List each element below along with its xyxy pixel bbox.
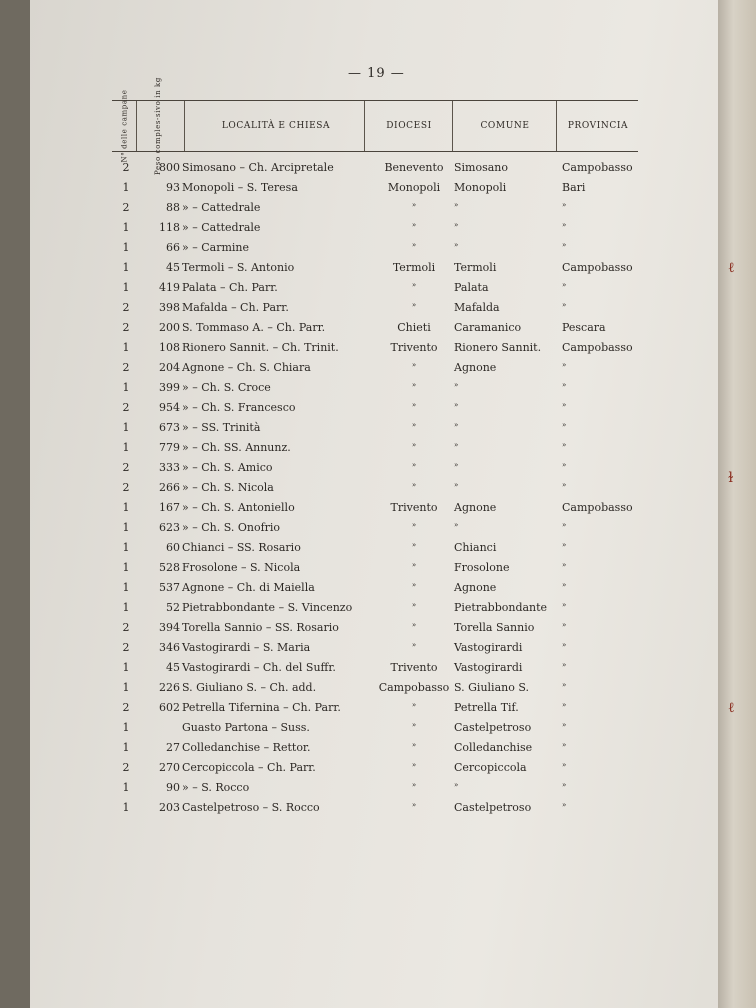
localita-chiesa: Mafalda – Ch. Parr. <box>182 301 289 314</box>
table-row <box>112 421 642 441</box>
provincia-value: » <box>562 441 567 449</box>
page-number: — 19 — <box>348 66 405 81</box>
provincia-value: » <box>562 541 567 549</box>
provincia-value: » <box>562 201 567 209</box>
comune-value: » <box>454 461 459 469</box>
handwriting-mark: ℓ <box>728 700 735 716</box>
localita-chiesa: Colledanchise – Rettor. <box>182 741 311 754</box>
provincia-value: Pescara <box>562 321 606 334</box>
header-provincia: PROVINCIA <box>567 121 629 131</box>
table-row <box>112 441 642 461</box>
provincia-value: » <box>562 461 567 469</box>
comune-value: Palata <box>454 281 489 294</box>
table-row <box>112 241 642 261</box>
header-diocesi: DIOCESI <box>386 121 432 131</box>
peso-value: 45 <box>166 261 180 274</box>
table-row <box>112 541 642 561</box>
localita-chiesa: Termoli – S. Antonio <box>182 261 295 274</box>
table-row <box>112 181 642 201</box>
table-row <box>112 221 642 241</box>
localita-chiesa: » – Cattedrale <box>182 221 261 234</box>
table-row <box>112 521 642 541</box>
localita-chiesa: » – Ch. S. Croce <box>182 381 271 394</box>
localita-chiesa: S. Tommaso A. – Ch. Parr. <box>182 321 326 334</box>
diocesi-value: » <box>411 241 417 249</box>
comune-value: Agnone <box>454 501 497 514</box>
comune-value: Monopoli <box>454 181 507 194</box>
campane-count: 2 <box>122 201 130 214</box>
campane-count: 1 <box>122 341 130 354</box>
diocesi-value: » <box>411 281 417 289</box>
localita-chiesa: Petrella Tifernina – Ch. Parr. <box>182 701 341 714</box>
localita-chiesa: » – Ch. S. Nicola <box>182 481 274 494</box>
diocesi-value: » <box>411 781 417 789</box>
campane-count: 2 <box>122 161 130 174</box>
campane-count: 1 <box>122 501 130 514</box>
campane-count: 2 <box>122 701 130 714</box>
comune-value: » <box>454 401 459 409</box>
header-localita: LOCALITÀ E CHIESA <box>221 121 331 131</box>
table-row <box>112 461 642 481</box>
comune-value: » <box>454 221 459 229</box>
peso-value: 204 <box>159 361 180 374</box>
peso-value: 394 <box>159 621 180 634</box>
table-row <box>112 501 642 521</box>
peso-value: 954 <box>159 401 180 414</box>
table-row <box>112 301 642 321</box>
provincia-value: » <box>562 701 567 709</box>
peso-value: 203 <box>159 801 180 814</box>
comune-value: » <box>454 381 459 389</box>
provincia-value: » <box>562 581 567 589</box>
comune-value: Vastogirardi <box>454 641 523 654</box>
comune-value: Castelpetroso <box>454 721 532 734</box>
campane-count: 2 <box>122 401 130 414</box>
peso-value: 346 <box>159 641 180 654</box>
table-row <box>112 621 642 641</box>
table-row <box>112 381 642 401</box>
peso-value: 93 <box>166 181 180 194</box>
campane-count: 2 <box>122 481 130 494</box>
comune-value: » <box>454 241 459 249</box>
campane-count: 1 <box>122 221 130 234</box>
diocesi-value: Chieti <box>397 321 431 334</box>
campane-count: 1 <box>122 561 130 574</box>
campane-count: 1 <box>122 181 130 194</box>
comune-value: Chianci <box>454 541 497 554</box>
comune-value: Agnone <box>454 361 497 374</box>
peso-value: 226 <box>159 681 180 694</box>
provincia-value: » <box>562 781 567 789</box>
provincia-value: » <box>562 681 567 689</box>
comune-value: S. Giuliano S. <box>454 681 529 694</box>
diocesi-value: » <box>411 721 417 729</box>
diocesi-value: » <box>411 201 417 209</box>
campane-count: 2 <box>122 461 130 474</box>
localita-chiesa: Vastogirardi – Ch. del Suffr. <box>182 661 336 674</box>
table-row <box>112 741 642 761</box>
diocesi-value: » <box>411 701 417 709</box>
localita-chiesa: Castelpetroso – S. Rocco <box>182 801 320 814</box>
provincia-value: » <box>562 361 567 369</box>
comune-value: Rionero Sannit. <box>454 341 542 354</box>
diocesi-value: » <box>411 481 417 489</box>
provincia-value: » <box>562 281 567 289</box>
provincia-value: » <box>562 421 567 429</box>
table-row <box>112 261 642 281</box>
localita-chiesa: Torella Sannio – SS. Rosario <box>182 621 339 634</box>
peso-value: 602 <box>159 701 180 714</box>
localita-chiesa: » – Cattedrale <box>182 201 261 214</box>
provincia-value: » <box>562 641 567 649</box>
campane-count: 1 <box>122 681 130 694</box>
table-row <box>112 361 642 381</box>
comune-value: Caramanico <box>454 321 522 334</box>
campane-count: 1 <box>122 541 130 554</box>
comune-value: » <box>454 421 459 429</box>
provincia-value: Campobasso <box>562 501 633 514</box>
comune-value: » <box>454 521 459 529</box>
peso-value: 800 <box>159 161 180 174</box>
comune-value: » <box>454 201 459 209</box>
diocesi-value: Trivento <box>390 661 438 674</box>
provincia-value: Campobasso <box>562 341 633 354</box>
peso-value: 419 <box>159 281 180 294</box>
peso-value: 90 <box>166 781 180 794</box>
diocesi-value: Termoli <box>392 261 436 274</box>
comune-value: Castelpetroso <box>454 801 532 814</box>
campane-count: 2 <box>122 641 130 654</box>
localita-chiesa: » – Ch. SS. Annunz. <box>182 441 291 454</box>
peso-value: 108 <box>159 341 180 354</box>
table-row <box>112 641 642 661</box>
provincia-value: » <box>562 601 567 609</box>
peso-value: 27 <box>166 741 180 754</box>
peso-value: 528 <box>159 561 180 574</box>
comune-value: Colledanchise <box>454 741 533 754</box>
comune-value: Vastogirardi <box>454 661 523 674</box>
provincia-value: » <box>562 381 567 389</box>
peso-value: 88 <box>166 201 180 214</box>
campane-count: 1 <box>122 421 130 434</box>
handwriting-mark: ɫ <box>728 470 734 486</box>
localita-chiesa: » – S. Rocco <box>182 781 250 794</box>
campane-count: 1 <box>122 581 130 594</box>
localita-chiesa: Frosolone – S. Nicola <box>182 561 301 574</box>
provincia-value: » <box>562 721 567 729</box>
peso-value: 52 <box>166 601 180 614</box>
table-row <box>112 321 642 341</box>
localita-chiesa: S. Giuliano S. – Ch. add. <box>182 681 317 694</box>
header-peso: Peso comples-sivo in kg <box>154 77 163 175</box>
diocesi-value: » <box>411 221 417 229</box>
localita-chiesa: Rionero Sannit. – Ch. Trinit. <box>182 341 339 354</box>
campane-count: 1 <box>122 801 130 814</box>
localita-chiesa: » – Ch. S. Amico <box>182 461 273 474</box>
table-row <box>112 661 642 681</box>
table-row <box>112 681 642 701</box>
campane-count: 2 <box>122 361 130 374</box>
diocesi-value: » <box>411 741 417 749</box>
peso-value: 270 <box>159 761 180 774</box>
localita-chiesa: Palata – Ch. Parr. <box>182 281 278 294</box>
diocesi-value: Campobasso <box>378 681 450 694</box>
provincia-value: » <box>562 621 567 629</box>
comune-value: Agnone <box>454 581 497 594</box>
diocesi-value: » <box>411 461 417 469</box>
comune-value: » <box>454 481 459 489</box>
diocesi-value: Monopoli <box>387 181 441 194</box>
campane-count: 2 <box>122 621 130 634</box>
diocesi-value: » <box>411 381 417 389</box>
diocesi-value: » <box>411 401 417 409</box>
diocesi-value: » <box>411 561 417 569</box>
provincia-value: » <box>562 561 567 569</box>
diocesi-value: » <box>411 441 417 449</box>
peso-value: 167 <box>159 501 180 514</box>
peso-value: 45 <box>166 661 180 674</box>
diocesi-value: » <box>411 641 417 649</box>
localita-chiesa: » – Ch. S. Antoniello <box>182 501 295 514</box>
table-row <box>112 581 642 601</box>
peso-value: 779 <box>159 441 180 454</box>
diocesi-value: » <box>411 301 417 309</box>
comune-value: Frosolone <box>454 561 510 574</box>
comune-value: Cercopiccola <box>454 761 527 774</box>
localita-chiesa: Agnone – Ch. di Maiella <box>182 581 315 594</box>
table-row <box>112 701 642 721</box>
campane-count: 1 <box>122 661 130 674</box>
table-row <box>112 341 642 361</box>
peso-value: 399 <box>159 381 180 394</box>
campane-count: 1 <box>122 721 130 734</box>
localita-chiesa: » – Ch. S. Onofrio <box>182 521 281 534</box>
table-row <box>112 481 642 501</box>
peso-value: 333 <box>159 461 180 474</box>
diocesi-value: Trivento <box>390 501 438 514</box>
campane-count: 1 <box>122 261 130 274</box>
comune-value: Mafalda <box>454 301 500 314</box>
peso-value: 398 <box>159 301 180 314</box>
header-num-campane: N° delle campane <box>120 89 128 163</box>
campane-count: 1 <box>122 281 130 294</box>
peso-value: 537 <box>159 581 180 594</box>
campane-count: 1 <box>122 521 130 534</box>
comune-value: Simosano <box>454 161 509 174</box>
diocesi-value: » <box>411 621 417 629</box>
comune-value: Termoli <box>454 261 497 274</box>
campane-count: 2 <box>122 321 130 334</box>
table-row <box>112 561 642 581</box>
localita-chiesa: » – Carmine <box>182 241 249 254</box>
provincia-value: » <box>562 401 567 409</box>
table-row <box>112 201 642 221</box>
table-row <box>112 601 642 621</box>
provincia-value: Campobasso <box>562 261 633 274</box>
localita-chiesa: » – SS. Trinità <box>182 421 261 434</box>
localita-chiesa: » – Ch. S. Francesco <box>182 401 296 414</box>
diocesi-value: Benevento <box>384 161 444 174</box>
table-row <box>112 781 642 801</box>
provincia-value: Bari <box>562 181 586 194</box>
provincia-value: » <box>562 801 567 809</box>
comune-value: Torella Sannio <box>454 621 535 634</box>
campane-count: 1 <box>122 441 130 454</box>
localita-chiesa: Monopoli – S. Teresa <box>182 181 298 194</box>
provincia-value: » <box>562 761 567 769</box>
peso-value: 623 <box>159 521 180 534</box>
table-row <box>112 161 642 181</box>
provincia-value: Campobasso <box>562 161 633 174</box>
peso-value: 60 <box>166 541 180 554</box>
diocesi-value: » <box>411 361 417 369</box>
peso-value: 266 <box>159 481 180 494</box>
comune-value: Pietrabbondante <box>454 601 548 614</box>
handwriting-mark: ℓ <box>728 260 735 276</box>
localita-chiesa: Agnone – Ch. S. Chiara <box>182 361 311 374</box>
comune-value: » <box>454 781 459 789</box>
localita-chiesa: Simosano – Ch. Arcipretale <box>182 161 334 174</box>
provincia-value: » <box>562 661 567 669</box>
campane-count: 1 <box>122 241 130 254</box>
diocesi-value: » <box>411 421 417 429</box>
provincia-value: » <box>562 301 567 309</box>
localita-chiesa: Chianci – SS. Rosario <box>182 541 301 554</box>
campane-count: 1 <box>122 381 130 394</box>
peso-value: 118 <box>159 221 180 234</box>
provincia-value: » <box>562 741 567 749</box>
table-row <box>112 281 642 301</box>
provincia-value: » <box>562 481 567 489</box>
peso-value: 673 <box>159 421 180 434</box>
diocesi-value: » <box>411 761 417 769</box>
campane-count: 1 <box>122 601 130 614</box>
peso-value: 200 <box>159 321 180 334</box>
table-row <box>112 801 642 821</box>
localita-chiesa: Vastogirardi – S. Maria <box>182 641 311 654</box>
comune-value: » <box>454 441 459 449</box>
comune-value: Petrella Tif. <box>454 701 519 714</box>
diocesi-value: Trivento <box>390 341 438 354</box>
diocesi-value: » <box>411 581 417 589</box>
campane-count: 2 <box>122 301 130 314</box>
campane-count: 1 <box>122 741 130 754</box>
header-comune: COMUNE <box>480 121 530 131</box>
localita-chiesa: Guasto Partona – Suss. <box>182 721 310 734</box>
background-page-edge <box>718 0 756 1008</box>
provincia-value: » <box>562 241 567 249</box>
provincia-value: » <box>562 221 567 229</box>
localita-chiesa: Pietrabbondante – S. Vincenzo <box>182 601 353 614</box>
diocesi-value: » <box>411 601 417 609</box>
table-row <box>112 401 642 421</box>
localita-chiesa: Cercopiccola – Ch. Parr. <box>182 761 316 774</box>
table-row <box>112 721 642 741</box>
campane-count: 1 <box>122 781 130 794</box>
diocesi-value: » <box>411 521 417 529</box>
table-row <box>112 761 642 781</box>
diocesi-value: » <box>411 541 417 549</box>
peso-value: 66 <box>166 241 180 254</box>
diocesi-value: » <box>411 801 417 809</box>
provincia-value: » <box>562 521 567 529</box>
campane-count: 2 <box>122 761 130 774</box>
